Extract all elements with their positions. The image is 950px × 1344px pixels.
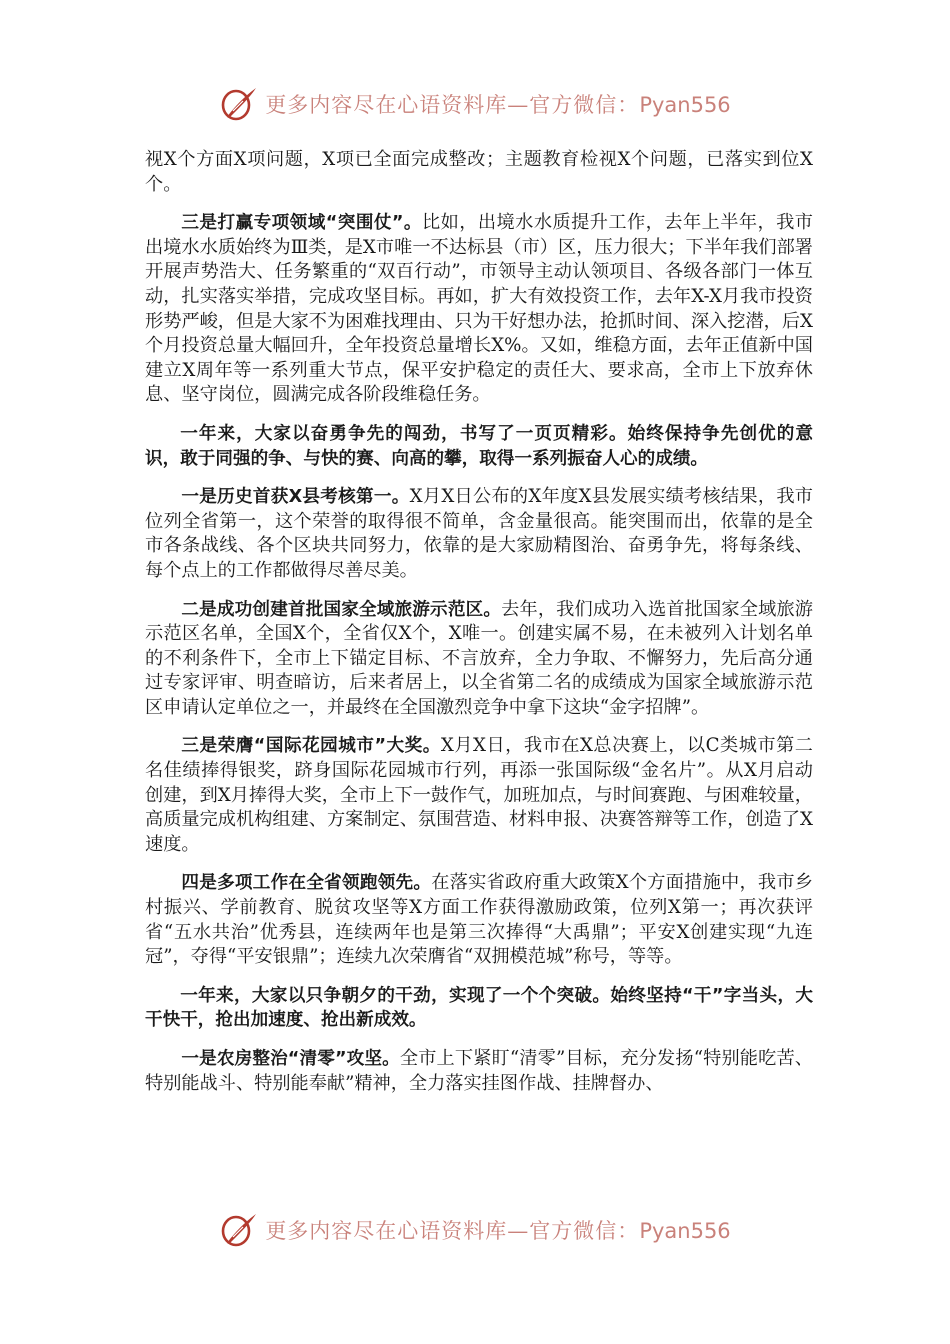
footer-banner (0, 1208, 950, 1252)
paragraph (145, 211, 813, 408)
paragraph-text: 一年来，大家以只争朝夕的干劲，实现了一个个突破。始终坚持“干”字当头，大干快干，抢出加速度、抢出新成效。 (145, 985, 813, 1031)
paragraph-text: X月X日，我市在X总决赛上，以C类城市第二名佳绩捧得银奖，跻身国际花园城市行列，再添一张国际级“金名片”。从X月启动创建，到X月捧得大奖，全市上下一鼓作气，加班加点，与时间赛跑、与困难较量，高质量完成机构组建、方案制定、氛围营造、材料申报、决赛答辩等工作，创造了X速度。 (145, 735, 813, 855)
wechat-id: Pyan556 (639, 93, 731, 117)
paragraph-text: X月X日公布的X年度X县发展实绩考核结果，我市位列全省第一，这个荣誉的取得很不简单，含金量很高。能突围而出，依靠的是全市各条战线、各个区块共同努力，依靠的是大家励精图治、奋勇争先，将每条线、每个点上的工作都做得尽善尽美。 (145, 486, 813, 581)
wechat-id: Pyan556 (639, 1219, 731, 1243)
paragraph-text: 全市上下紧盯“清零”目标，充分发扬“特别能吃苦、特别能战斗、特别能奉献”精神，全力落实挂图作战、挂牌督办、 (145, 1048, 813, 1094)
banner-text (265, 89, 730, 119)
paragraph-text: 在落实省政府重大政策X个方面措施中，我市乡村振兴、学前教育、脱贫攻坚等X方面工作获得激励政策，位列X第一；再次获评省“五水共治”优秀县，连续两年也是第三次捧得“大禹鼎”；平安X创建实现“九连冠”，夺得“平安银鼎”；连续九次荣膺省“双拥模范城”称号，等等。 (145, 872, 813, 968)
quill-logo-icon (219, 1210, 259, 1250)
paragraph-heading: 四是多项工作在全省领跑领先。 (181, 873, 432, 894)
paragraph-continued (145, 148, 813, 197)
banner-label: 更多内容尽在心语资料库—官方微信： (265, 93, 640, 117)
summary-paragraph (145, 422, 813, 471)
paragraph-heading: 二是成功创建首批国家全域旅游示范区。 (181, 599, 502, 620)
quill-logo-icon (219, 84, 259, 124)
summary-paragraph (145, 984, 813, 1033)
paragraph-heading: 三是荣膺“国际花园城市”大奖。 (181, 736, 441, 757)
header-banner (0, 82, 950, 126)
banner-label: 更多内容尽在心语资料库—官方微信： (265, 1219, 640, 1243)
paragraph-text: 去年，我们成功入选首批国家全域旅游示范区名单，全国X个，全省仅X个，X唯一。创建实属不易，在未被列入计划名单的不利条件下，全市上下锚定目标、不言放弃，全力争取、不懈努力，先后高分通过专家评审、明查暗访，后来者居上，以全省第二名的成绩成为国家全域旅游示范区申请认定单位之一，并最终在全国激烈竞争中拿下这块“金字招牌”。 (145, 598, 813, 718)
paragraph (145, 1047, 813, 1096)
paragraph-text: 视X个方面X项问题，X项已全面完成整改；主题教育检视X个问题，已落实到位X个。 (145, 149, 813, 195)
paragraph-text: 比如，出境水水质提升工作，去年上半年，我市出境水水质始终为Ⅲ类，是X市唯一不达标县（市）区，压力很大；下半年我们部署开展声势浩大、任务繁重的“双百行动”，市领导主动认领项目、各级各部门一体互动，扎实落实举措，完成攻坚目标。再如，扩大有效投资工作，去年X-X月我市投资形势严峻，但是大家不为困难找理由、只为干好想办法，抢抓时间、深入挖潜，后X个月投资总量大幅回升，全年投资总量增长X%。又如，维稳方面，去年正值新中国建立X周年等一系列重大节点，保平安护稳定的责任大、要求高，全市上下放弃休息、坚守岗位，圆满完成各阶段维稳任务。 (145, 212, 813, 406)
paragraph (145, 598, 813, 721)
paragraph-heading: 三是打赢专项领域“突围仗”。 (181, 213, 422, 234)
document-body (145, 148, 813, 1110)
paragraph-heading: 一是历史首获X县考核第一。 (181, 487, 410, 508)
paragraph-text: 一年来，大家以奋勇争先的闯劲，书写了一页页精彩。始终保持争先创优的意识，敢于同强的争、与快的赛、向高的攀，取得一系列振奋人心的成绩。 (145, 423, 813, 469)
banner-text (265, 1215, 730, 1245)
paragraph-heading: 一是农房整治“清零”攻坚。 (181, 1049, 400, 1069)
paragraph (145, 734, 813, 857)
paragraph (145, 485, 813, 583)
paragraph (145, 871, 813, 969)
